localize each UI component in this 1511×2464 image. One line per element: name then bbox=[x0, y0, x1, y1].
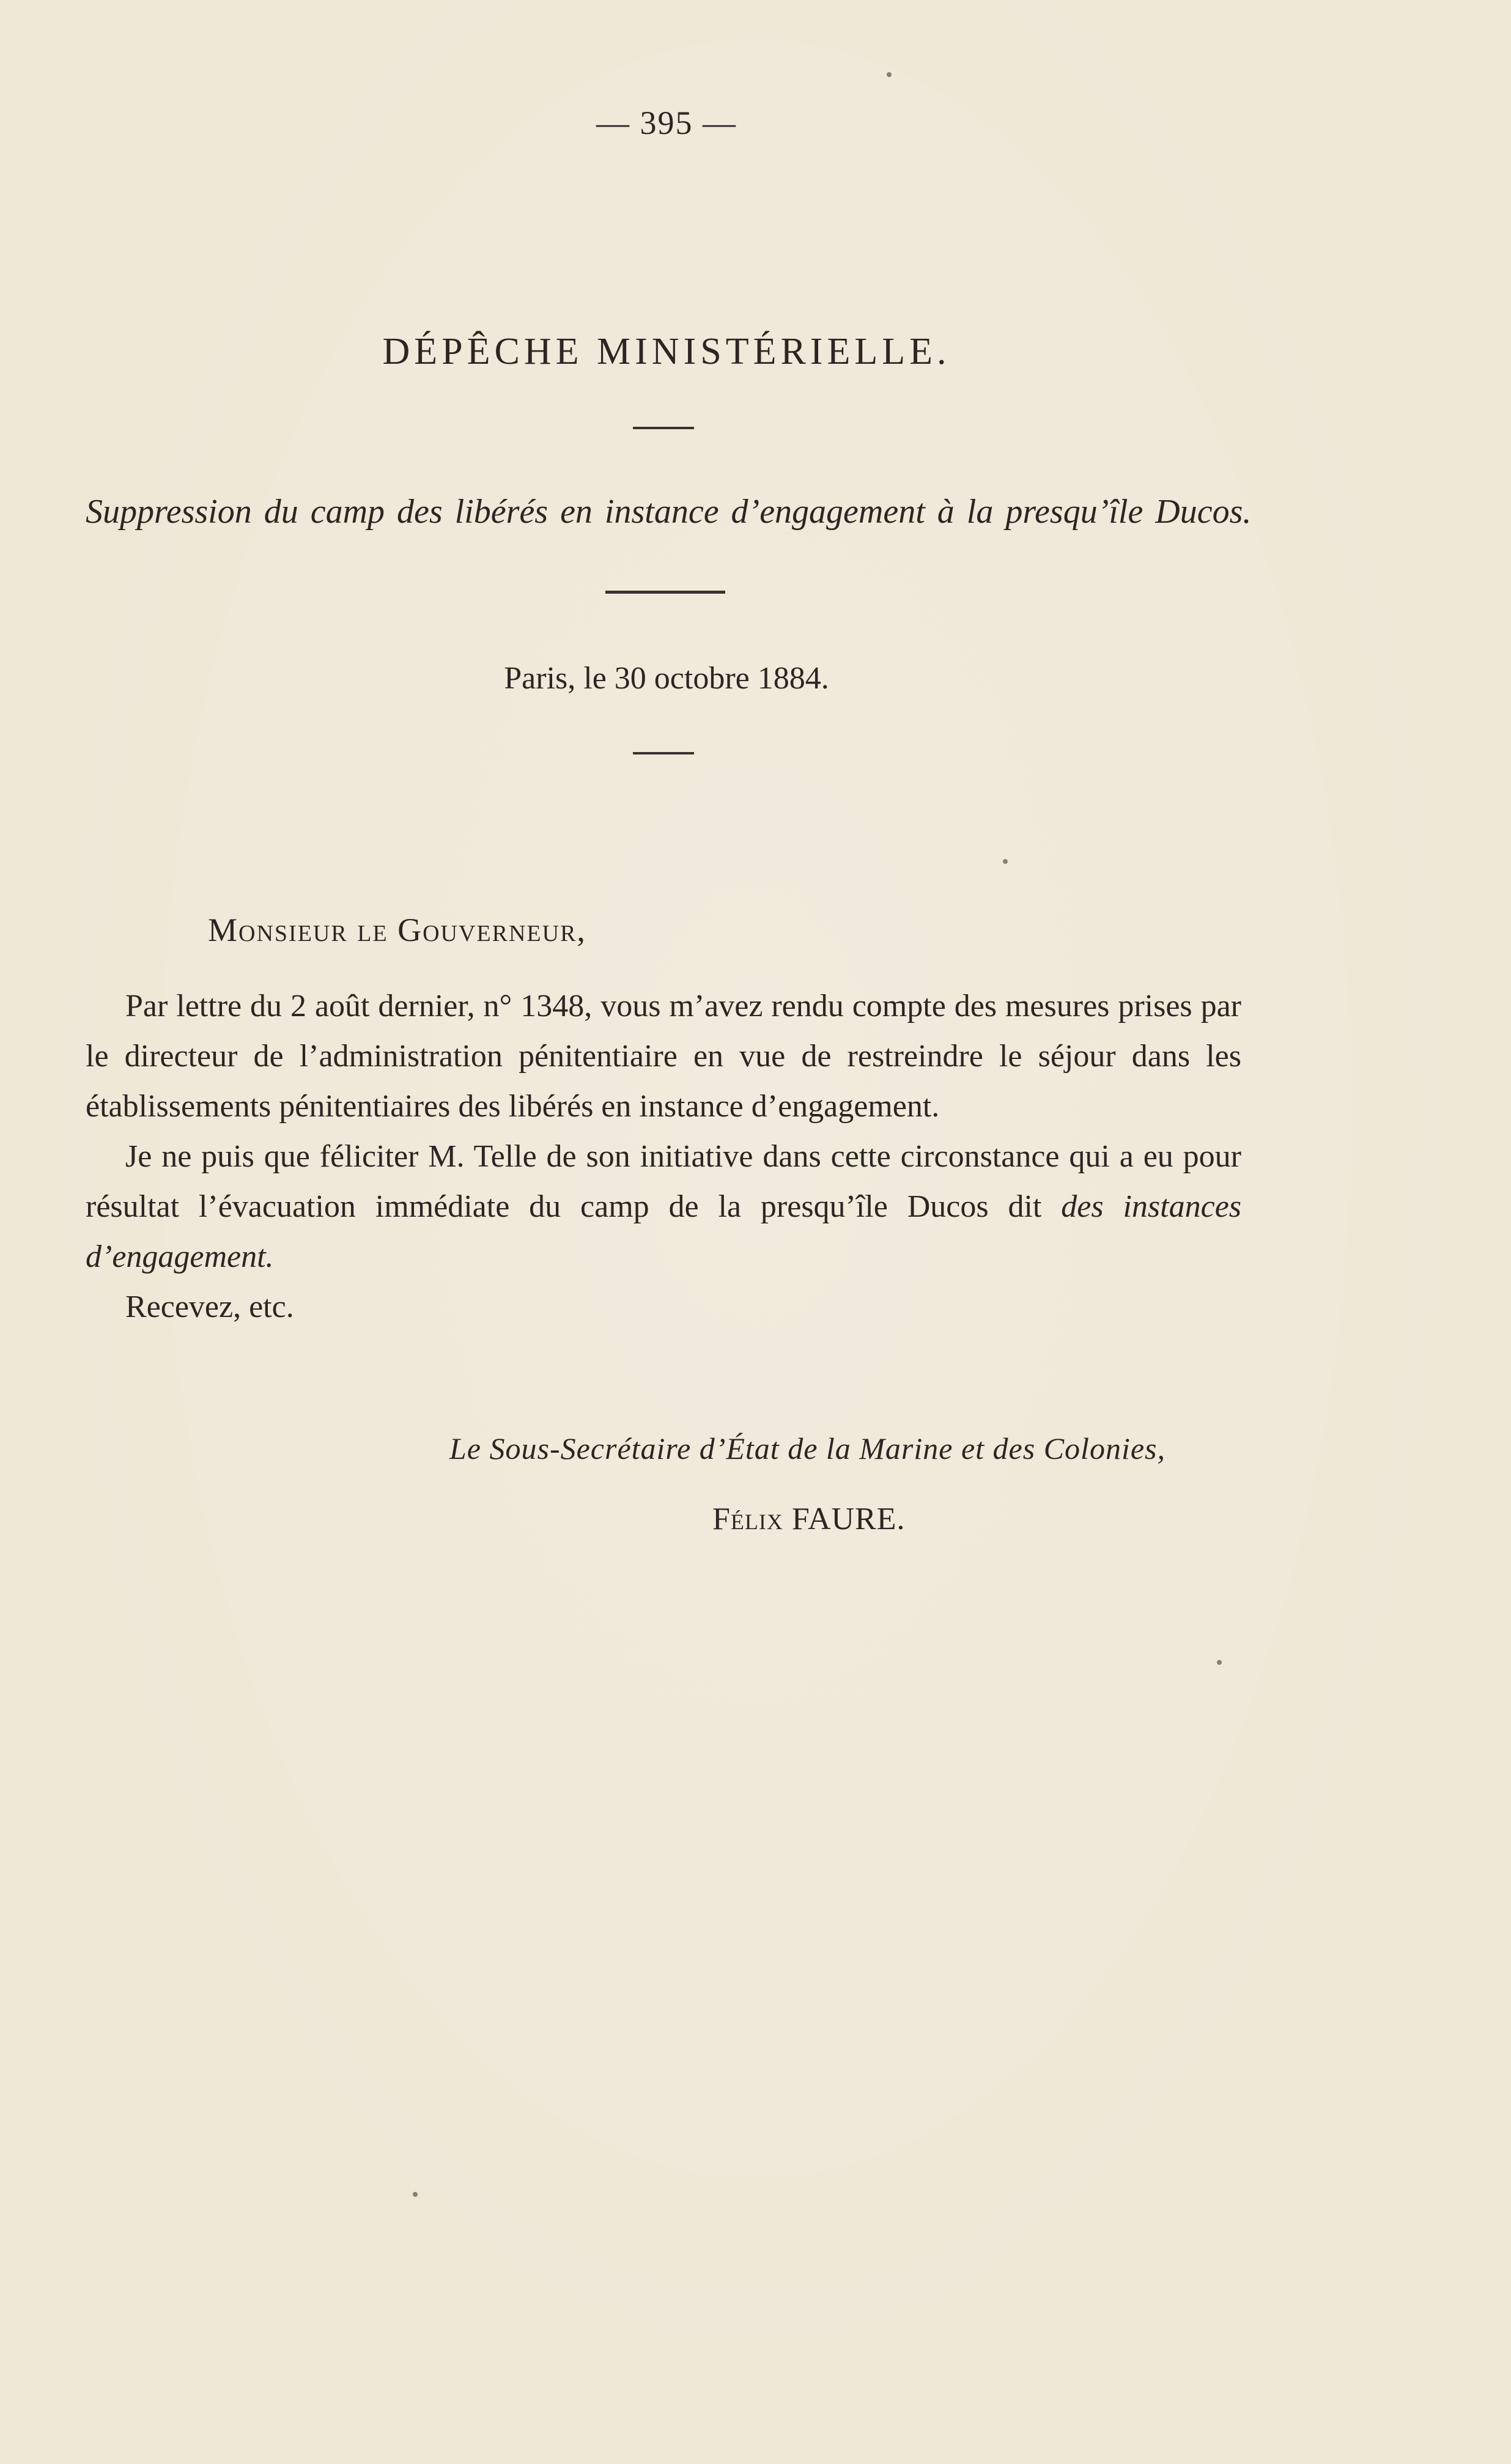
signature-first-name: Félix bbox=[712, 1502, 783, 1536]
paragraph-text: Je ne puis que féliciter M. Telle de son initiative dans cette circonstance qui a eu pour résultat l’évacuation immédiate du camp de la presqu’île Ducos dit bbox=[86, 1139, 1241, 1224]
document-subject: Suppression du camp des libérés en instance d’engagement à la presqu’île Ducos. bbox=[86, 493, 1252, 531]
signature-name bbox=[712, 1501, 906, 1537]
page-number: — 395 — bbox=[596, 105, 737, 141]
document-title: DÉPÊCHE MINISTÉRIELLE. bbox=[382, 331, 951, 372]
paragraph-italic-text: des instances d’engagement. bbox=[86, 1189, 1242, 1274]
signature-title: Le Sous-Secrétaire d’État de la Marine et des Colonies, bbox=[449, 1431, 1166, 1466]
paragraph: Par lettre du 2 août dernier, n° 1348, vous m’avez rendu compte des mesures prises par le directeur de l’administration pénitentiaire en vue de restreindre le séjour dans les établissements pénitentiaires des libérés en instance d’engagement. bbox=[86, 989, 1241, 1124]
paper-speck bbox=[1003, 859, 1008, 864]
separator-rule bbox=[633, 427, 694, 429]
paper-speck bbox=[413, 2192, 418, 2197]
paper-speck bbox=[1217, 1660, 1222, 1665]
letter-body bbox=[86, 981, 1241, 1332]
salutation: Monsieur le Gouverneur, bbox=[208, 912, 586, 948]
paper-speck bbox=[887, 72, 892, 77]
paragraph bbox=[86, 1132, 1241, 1282]
closing-formula: Recevez, etc. bbox=[125, 1289, 294, 1324]
dateline: Paris, le 30 octobre 1884. bbox=[504, 661, 829, 696]
separator-rule bbox=[633, 752, 694, 754]
signature-last-name: FAURE. bbox=[791, 1502, 906, 1536]
separator-rule bbox=[605, 591, 725, 594]
